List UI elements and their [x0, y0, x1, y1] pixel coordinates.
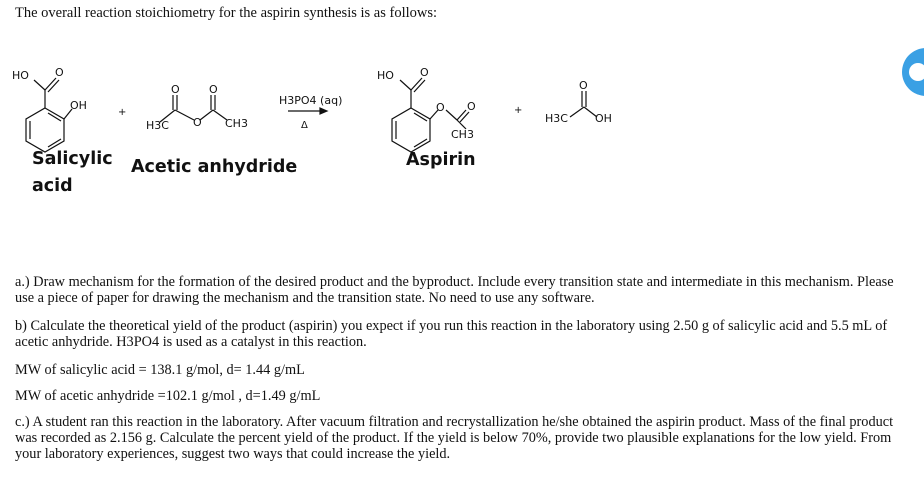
mw-acetic-anhydride: MW of acetic anhydride =102.1 g/mol , d=1.49 g/mL [15, 388, 321, 404]
intro-text: The overall reaction stoichiometry for the aspirin synthesis is as follows: [15, 5, 438, 21]
question-a: a.) Draw mechanism for the formation of the desired product and the byproduct. Include every transition state and intermediate in this mechanism. Please use a piece of paper for drawing the mechanism and the transition state. No need to use any software. [15, 274, 894, 306]
catalyst-label: H3PO4 (aq) [279, 94, 343, 107]
plus-sign: + [118, 107, 127, 118]
anhydride-carbonyl-oxygen-1: O [171, 83, 180, 96]
aspirin-carbonyl-oxygen: O [420, 66, 429, 79]
anhydride-left-methyl: H3C [146, 119, 169, 132]
salicylic-carboxyl-label: HO [12, 69, 29, 82]
anhydride-bridge-oxygen: O [193, 116, 202, 129]
anhydride-right-methyl: CH3 [225, 117, 248, 130]
salicylic-carbonyl-oxygen: O [55, 66, 64, 79]
acetic-acid-hydroxyl: OH [595, 112, 612, 125]
heat-label: Δ [301, 120, 308, 131]
acetic-anhydride-name: Acetic anhydride [131, 157, 298, 177]
salicylic-acid-name [32, 146, 113, 200]
mw-salicylic-acid: MW of salicylic acid = 138.1 g/mol, d= 1.44 g/mL [15, 362, 305, 378]
aspirin-name: Aspirin [406, 150, 476, 170]
salicylic-hydroxyl-label: OH [70, 99, 87, 112]
anhydride-carbonyl-oxygen-2: O [209, 83, 218, 96]
reaction-arrow [288, 108, 327, 114]
acetic-acid-carbonyl-oxygen: O [579, 79, 588, 92]
salicylic-acid-name-line2: acid [32, 176, 73, 196]
question-b: b) Calculate the theoretical yield of the product (aspirin) you expect if you run this reaction in the laboratory using 2.50 g of salicylic acid and 5.5 mL of acetic anhydride. H3PO4 is used as a catalyst in this reaction. [15, 318, 888, 350]
acetic-acid-structure [570, 91, 597, 117]
salicylic-acid-structure [26, 78, 72, 152]
aspirin-carboxyl-label: HO [377, 69, 394, 82]
aspirin-ester-oxygen: O [436, 101, 445, 114]
salicylic-acid-name-line1: Salicylic [32, 149, 113, 169]
acetic-acid-methyl: H3C [545, 112, 568, 125]
plus-sign-2: + [514, 105, 523, 116]
question-c: c.) A student ran this reaction in the laboratory. After vacuum filtration and recrystallization he/she obtained the aspirin product. Mass of the final product was recorded as 2.156 g. Calculate the percent yield of the product. If the yield is below 70%, provide two plausible explanations for the low yield. From your laboratory experiences, suggest two ways that could increase the yield. [15, 414, 894, 462]
aspirin-methyl-label: CH3 [451, 128, 474, 141]
aspirin-acetyl-oxygen: O [467, 100, 476, 113]
